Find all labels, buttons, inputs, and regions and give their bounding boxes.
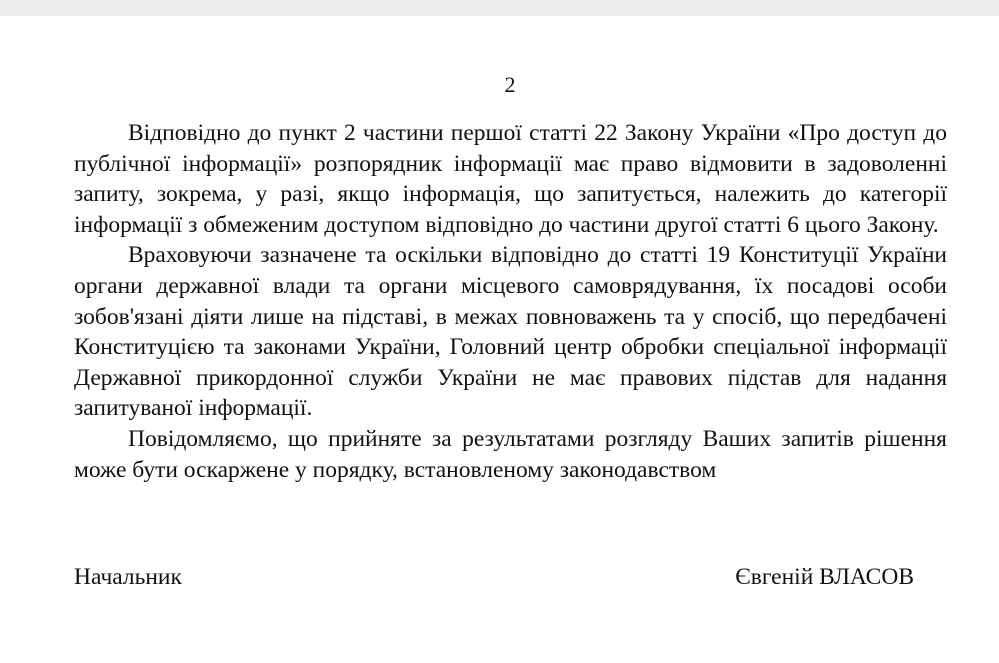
page-number: 2 [504,72,516,97]
document-body [74,118,947,485]
signatory-name: Євгеній ВЛАСОВ [735,564,914,590]
paragraph-access-law: Відповідно до пункт 2 частини першої статті 22 Закону України «Про доступ до публічної інформації» розпорядник інформації має право відмовити в задоволенні запиту, зокрема, у разі, якщо інформація, що запитується, належить до категорії інформації з обмеженим доступом відповідно до частини другої статті 6 цього Закону. [74,120,947,238]
top-bar [0,0,999,16]
signatory-title: Начальник [74,564,182,590]
paragraph-constitution: Враховуючи зазначене та оскільки відповідно до статті 19 Конституції України органи державної влади та органи місцевого самоврядування, їх посадові особи зобов'язані діяти лише на підставі, в межах повноважень та у спосіб, що передбачені Конституцією та законами України, Головний центр обробки спеціальної інформації Державної прикордонної служби України не має правових підстав для надання запитуваної інформації. [74,242,947,422]
paragraph-appeal-notice: Повідомляємо, що прийняте за результатами розгляду Ваших запитів рішення може бути оскаржене у порядку, встановленому законодавством [74,425,947,483]
